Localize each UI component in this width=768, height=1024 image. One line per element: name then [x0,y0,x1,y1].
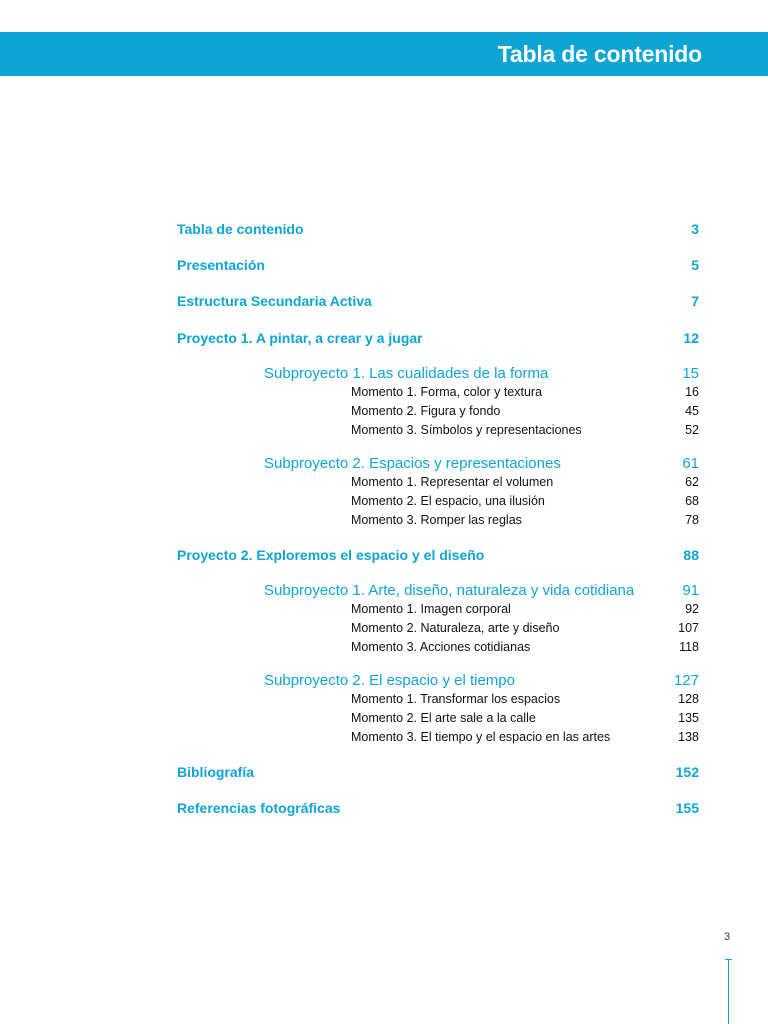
toc-entry-label: Estructura Secundaria Activa [177,293,372,309]
toc-entry-page: 12 [683,330,699,346]
header-bar [0,32,768,76]
toc-entry-label: Momento 2. El arte sale a la calle [351,711,536,725]
toc-entry-page: 68 [685,494,699,508]
toc-entry-page: 91 [682,582,699,599]
toc-entry-page: 107 [678,621,699,635]
toc-entry-label: Referencias fotográficas [177,800,341,816]
toc-entry-page: 92 [685,602,699,616]
toc-entry-page: 15 [682,365,699,382]
toc-entry-label: Momento 1. Forma, color y textura [351,385,543,399]
toc-entry-label: Tabla de contenido [177,221,304,237]
toc-entry-label: Proyecto 1. A pintar, a crear y a jugar [177,330,423,346]
toc-entry-page: 152 [675,764,699,780]
toc-entry-label: Presentación [177,257,265,273]
toc-entry-label: Momento 1. Transformar los espacios [351,692,561,706]
toc-entry-page: 127 [673,672,699,689]
toc-entry-label: Momento 3. El tiempo y el espacio en las artes [351,730,611,744]
toc-entry-page: 138 [678,730,699,744]
toc-entry-page: 61 [682,455,699,472]
toc-entry-page: 135 [678,711,699,725]
toc-entry-label: Proyecto 2. Exploremos el espacio y el diseño [177,547,485,563]
toc-entry-label: Momento 3. Acciones cotidianas [351,640,531,654]
toc-entry-page: 62 [685,475,699,489]
toc-entry-page: 128 [678,692,699,706]
page-number: 3 [724,931,731,943]
toc-entry-label: Subproyecto 1. Arte, diseño, naturaleza y vida cotidiana [264,582,635,599]
toc-entry-page: 45 [685,404,699,418]
toc-entry-label: Momento 2. Naturaleza, arte y diseño [351,621,560,635]
toc-entry-page: 118 [679,640,699,654]
toc-entry-label: Subproyecto 2. El espacio y el tiempo [264,672,515,689]
toc-entry-page: 155 [675,800,699,816]
toc-entry-page: 5 [691,257,699,273]
toc-entry-label: Subproyecto 2. Espacios y representaciones [264,455,561,472]
toc-entry-label: Momento 3. Símbolos y representaciones [351,423,582,437]
margin-line [728,959,729,1024]
toc-entry-page: 78 [685,513,699,527]
toc-entry-page: 88 [683,547,699,563]
toc-entry-label: Subproyecto 1. Las cualidades de la forma [264,365,549,382]
toc-entry-label: Momento 2. Figura y fondo [351,404,501,418]
toc-entry-page: 16 [685,385,699,399]
toc-entry-label: Momento 3. Romper las reglas [351,513,522,527]
toc-entry-label: Momento 1. Representar el volumen [351,475,554,489]
toc-entry-page: 52 [685,423,699,437]
toc-entry-label: Momento 2. El espacio, una ilusión [351,494,545,508]
toc-entry-page: 7 [691,293,699,309]
page-title: Tabla de contenido [497,41,702,67]
toc-entry-label: Bibliografía [177,764,255,780]
toc-entry-label: Momento 1. Imagen corporal [351,602,511,616]
toc-entry-page: 3 [691,221,699,237]
